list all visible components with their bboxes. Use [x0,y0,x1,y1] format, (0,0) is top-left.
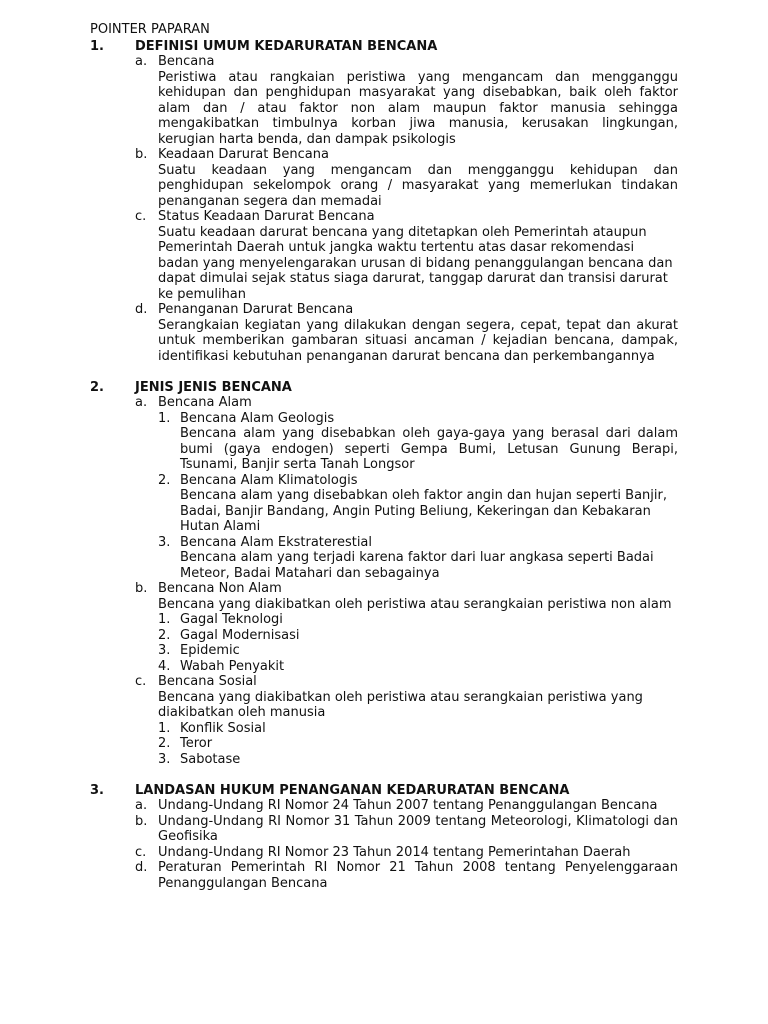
item-description: Undang-Undang RI Nomor 31 Tahun 2009 tentang Meteorologi, Klimatologi dan Geofisika [158,813,678,844]
section-title: DEFINISI UMUM KEDARURATAN BENCANA [135,38,438,54]
list-entry-marker: 1. [158,720,171,736]
list-entry-marker: 2. [158,736,171,751]
sub-item-title: Bencana Alam Klimatologis [180,472,358,488]
list-entry-marker: 2. [158,627,171,643]
list-entry-text: Gagal Teknologi [180,612,283,627]
list-item [135,54,678,147]
item-description: Peristiwa atau rangkaian peristiwa yang mengancam dan mengganggu kehidupan dan penghidupan masyarakat yang disebabkan, baik oleh faktor alam dan / atau faktor non alam maupun faktor manusia sehingga mengakibatkan timbulnya korban jiwa manusia, kerusakan lingkungan, kerugian harta benda, dan dampak psikologis [158,69,678,147]
list-item [135,814,678,845]
section-definitions [90,39,678,365]
sub-item-description: Bencana alam yang disebabkan oleh gaya-gaya yang berasal dari dalam bumi (gaya endogen) seperti Gempa Bumi, Letusan Gunung Berapi, Tsunami, Banjir serta Tanah Longsor [180,426,678,472]
section-number: 3. [90,782,104,798]
list-entry [158,628,678,644]
list-item [135,860,678,891]
list-item [135,798,678,814]
item-marker: c. [135,674,147,689]
item-description: Serangkaian kegiatan yang dilakukan dengan segera, cepat, tepat dan akurat untuk memberikan gambaran situasi ancaman / kejadian bencana, dampak, identifikasi kebutuhan penanganan darurat bencana dan perkembangannya [158,317,678,364]
item-marker: b. [135,581,148,596]
item-description: Undang-Undang RI Nomor 24 Tahun 2007 tentang Penanggulangan Bencana [158,798,658,813]
list-entry-text: Konflik Sosial [180,720,266,736]
document-header: POINTER PAPARAN [90,22,210,37]
item-title: Status Keadaan Darurat Bencana [158,209,375,224]
list-entry-marker: 4. [158,658,171,674]
list-entry [158,612,678,628]
list-item [135,581,678,674]
item-marker: c. [135,844,147,860]
sub-item-marker: 1. [158,410,171,426]
item-marker: a. [135,395,148,410]
list-item [135,147,678,209]
sub-item [158,473,678,535]
list-item [135,395,678,581]
sub-item-description: Bencana alam yang terjadi karena faktor dari luar angkasa seperti Badai Meteor, Badai Matahari dan sebagainya [180,550,654,581]
section-number: 1. [90,38,104,54]
item-title: Bencana Alam [158,395,252,410]
item-marker: a. [135,54,148,69]
item-description: Suatu keadaan darurat bencana yang ditetapkan oleh Pemerintah ataupun Pemerintah Daerah untuk jangka waktu tertentu atas dasar rekomendasi badan yang menyelengarakan urusan di bidang penanggulangan bencana dan dapat dimulai sejak status siaga darurat, tanggap darurat dan transisi darurat ke pemulihan [158,224,673,302]
section-legal-basis [90,783,678,892]
list-item [135,674,678,767]
list-entry-marker: 1. [158,612,171,627]
list-entry-text: Sabotase [180,751,241,767]
section-heading [90,39,678,55]
sub-item-title: Bencana Alam Ekstraterestial [180,534,373,550]
item-title: Penanganan Darurat Bencana [158,302,354,317]
item-marker: c. [135,209,147,224]
item-description: Undang-Undang RI Nomor 23 Tahun 2014 tentang Pemerintahan Daerah [158,844,631,860]
sub-item-marker: 3. [158,534,171,550]
item-description: Bencana yang diakibatkan oleh peristiwa atau serangkaian peristiwa yang diakibatkan oleh manusia [158,689,643,720]
item-title: Bencana [158,54,215,69]
item-marker: d. [135,860,148,875]
list-entry [158,721,678,737]
section-heading [90,783,678,799]
list-entry-text: Teror [180,736,213,751]
list-entry-marker: 3. [158,643,171,658]
item-description: Suatu keadaan yang mengancam dan mengganggu kehidupan dan penghidupan sekelompok orang / masyarakat yang memerlukan tindakan penanganan segera dan memadai [158,162,678,209]
item-title: Bencana Non Alam [158,581,282,596]
item-marker: a. [135,798,148,813]
list-entry [158,736,678,752]
item-marker: b. [135,147,148,162]
sub-item-marker: 2. [158,472,171,488]
list-item [135,302,678,364]
sub-item [158,411,678,473]
item-marker: d. [135,302,148,317]
item-title: Keadaan Darurat Bencana [158,147,329,162]
list-entry-text: Wabah Penyakit [180,658,285,674]
sub-item [158,535,678,582]
sub-item-description: Bencana alam yang disebabkan oleh faktor angin dan hujan seperti Banjir, Badai, Banjir Bandang, Angin Puting Beliung, Kekeringan dan Kebakaran Hutan Alami [180,488,667,534]
list-entry [158,659,678,675]
item-description: Bencana yang diakibatkan oleh peristiwa atau serangkaian peristiwa non alam [158,596,672,612]
item-title: Bencana Sosial [158,674,257,689]
list-entry-marker: 3. [158,751,171,767]
item-marker: b. [135,813,148,829]
section-title: JENIS JENIS BENCANA [135,379,292,395]
list-item [135,845,678,861]
sub-item-title: Bencana Alam Geologis [180,410,335,426]
list-entry-text: Epidemic [180,643,240,658]
section-title: LANDASAN HUKUM PENANGANAN KEDARURATAN BENCANA [135,782,570,798]
section-heading [90,380,678,396]
list-entry-text: Gagal Modernisasi [180,627,300,643]
section-disaster-types [90,380,678,768]
list-entry [158,643,678,659]
section-number: 2. [90,379,104,395]
item-description: Peraturan Pemerintah RI Nomor 21 Tahun 2008 tentang Penyelenggaraan Penanggulangan Bencana [158,860,678,891]
list-item [135,209,678,302]
list-entry [158,752,678,768]
